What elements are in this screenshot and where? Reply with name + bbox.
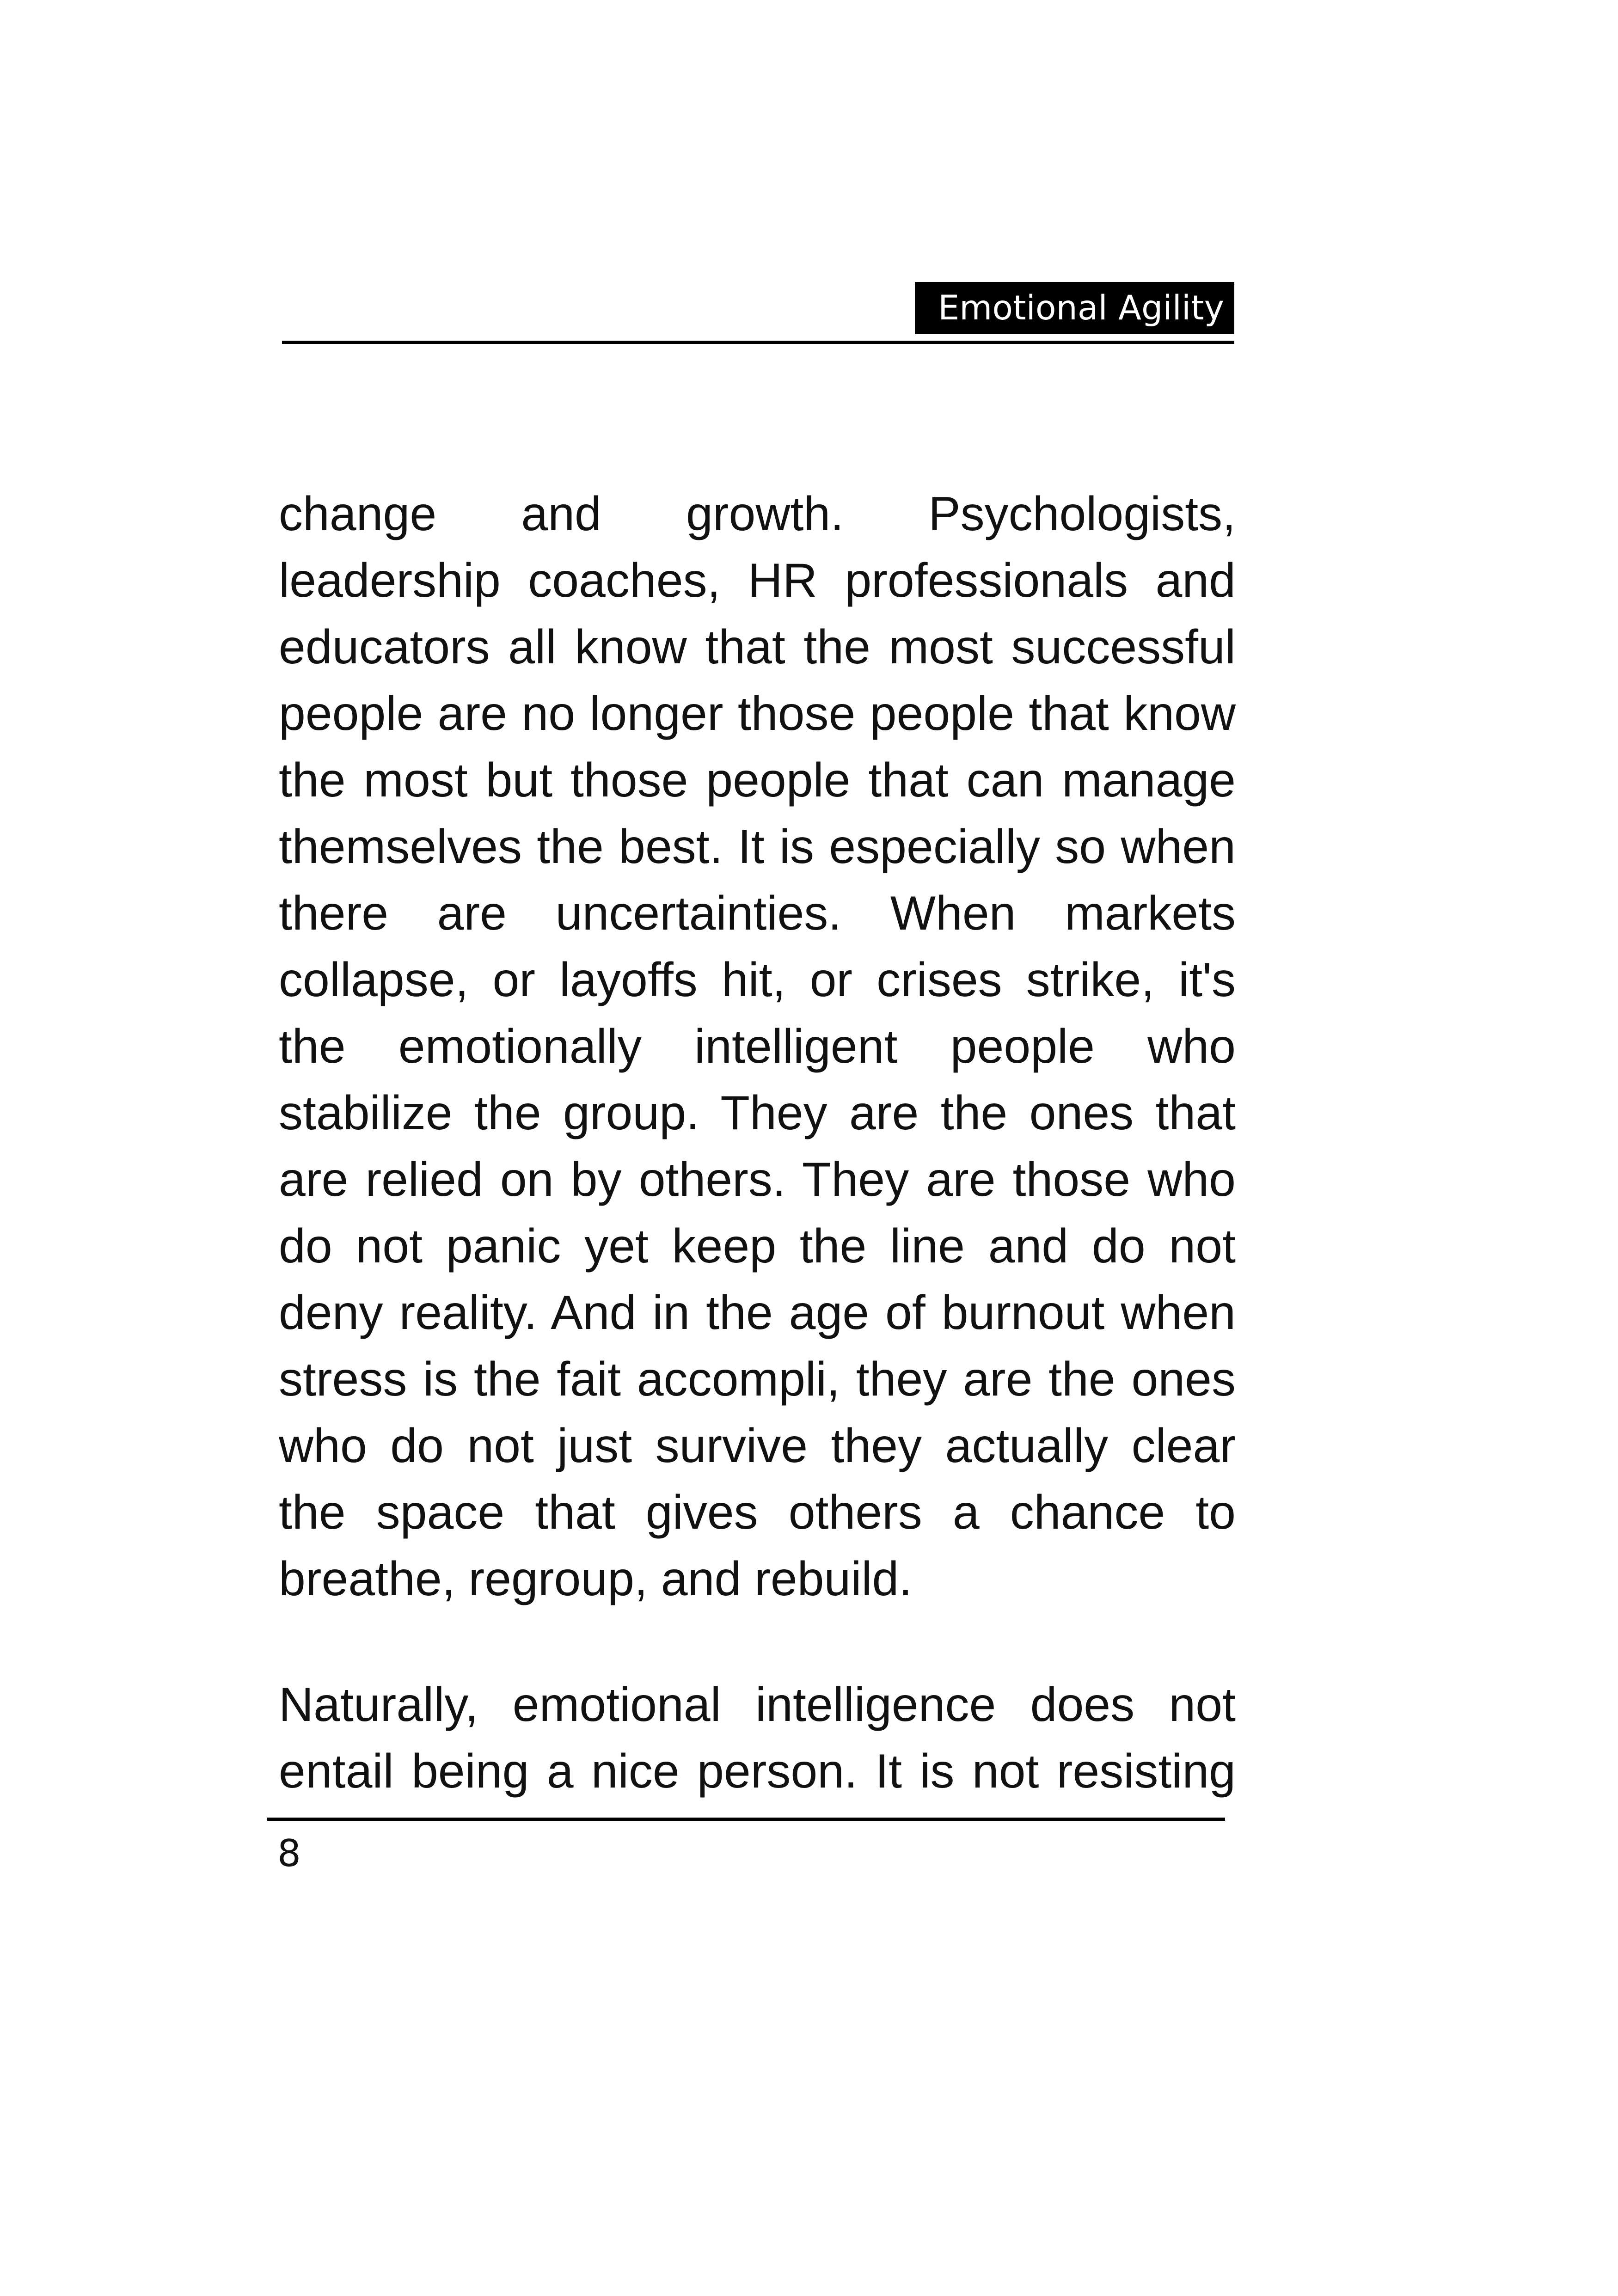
paragraph: Naturally, emotional intelligence does not entail being a nice person. It is not resisting xyxy=(279,1678,1236,1798)
paragraph: change and growth. Psychologists, leadership coaches, HR professionals and educators all know that the most successful people are no longer those people that know the most but those people that can manage themselves the best. It is especially so when there are uncertainties. When markets collapse, or layoffs hit, or crises strike, it's the emotionally intelligent people who stabilize the group. They are the ones that are relied on by others. They are those who do not panic yet keep the line and do not deny reality. And in the age of burnout when stress is the fait accompli, they are the ones who do not just survive they actually clear the space that gives others a chance to breathe, regroup, and rebuild. xyxy=(279,487,1236,1606)
page-number: 8 xyxy=(277,1832,301,1875)
header-rule xyxy=(282,341,1234,344)
footer-rule xyxy=(267,1818,1225,1821)
body-text xyxy=(279,481,1236,1864)
running-title: Emotional Agility xyxy=(915,282,1234,334)
running-header xyxy=(282,273,1234,347)
